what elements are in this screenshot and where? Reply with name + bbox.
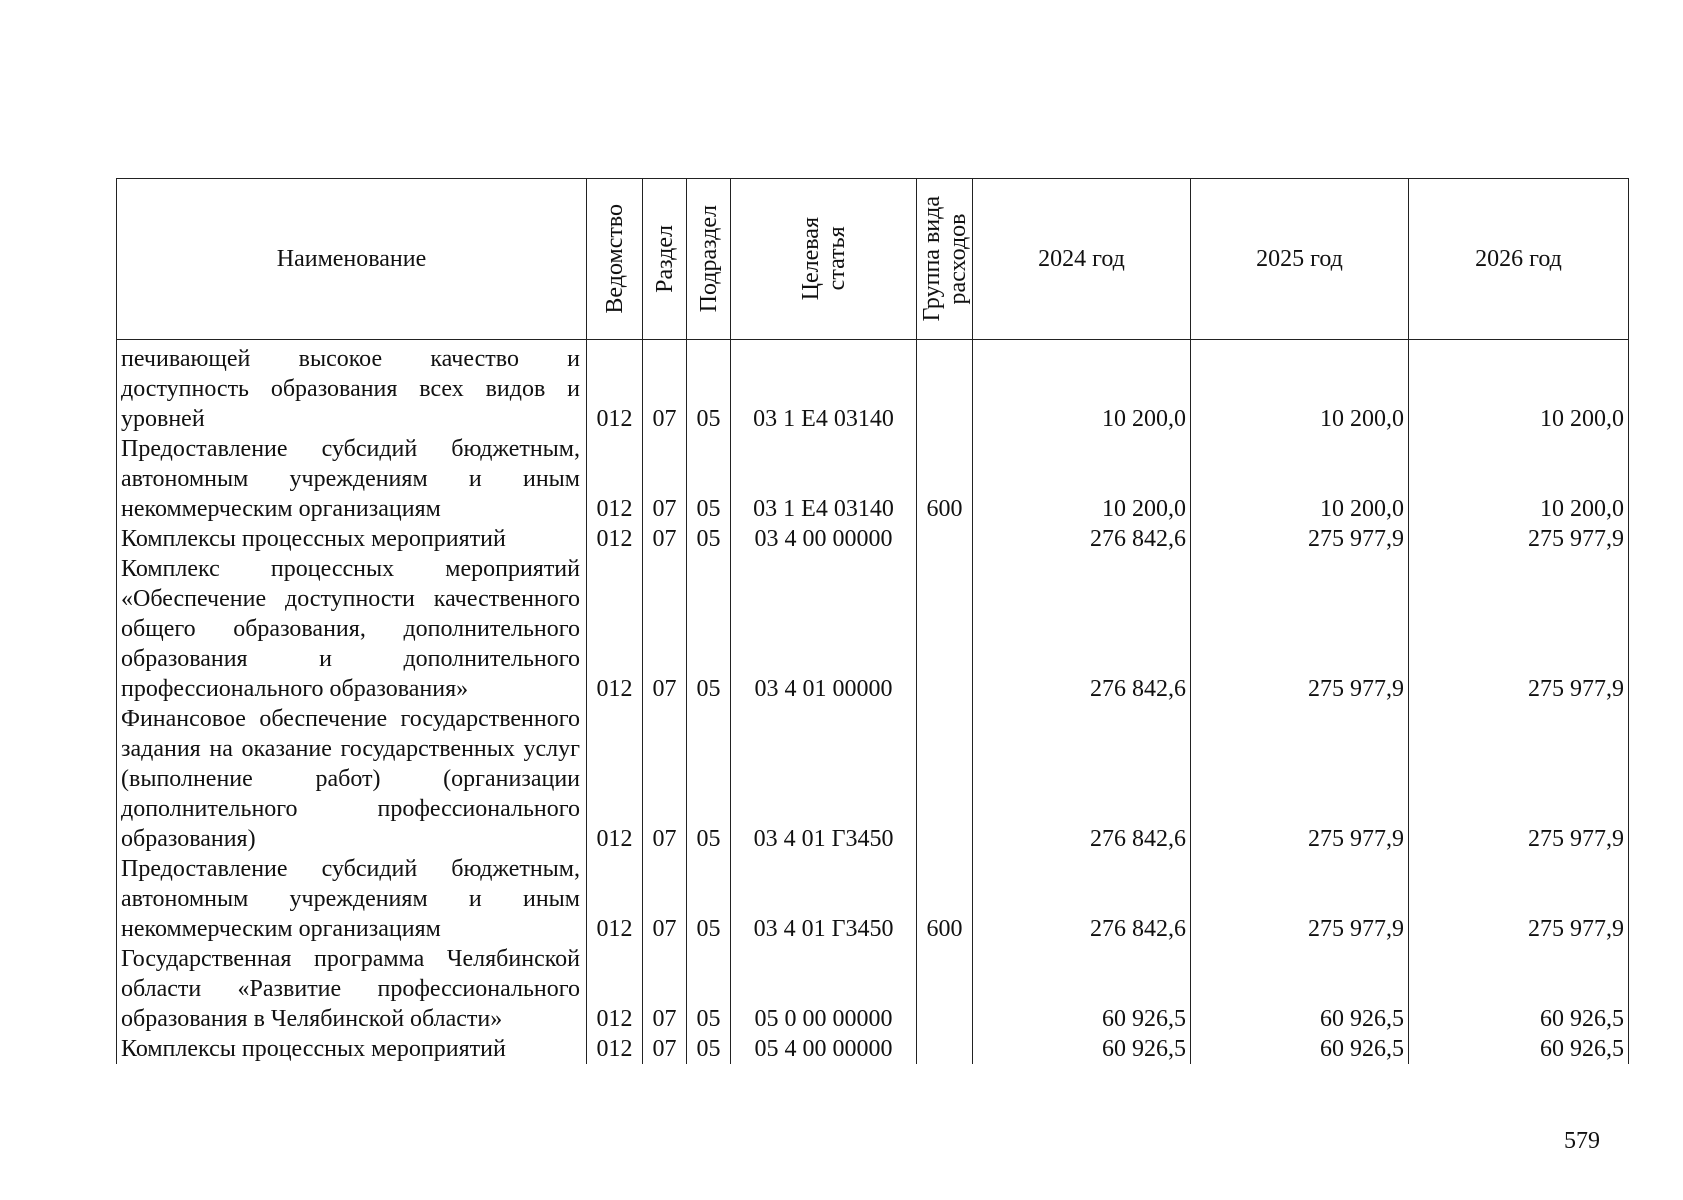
row-2026: 275 977,9 [1409, 554, 1629, 704]
row-2025: 275 977,9 [1191, 854, 1409, 944]
row-razdel: 07 [643, 944, 687, 1034]
header-podrazdel: Подраздел [687, 179, 731, 340]
header-razdel: Раздел [643, 179, 687, 340]
row-razdel: 07 [643, 340, 687, 435]
row-podrazdel: 05 [687, 524, 731, 554]
table-row [117, 340, 1629, 435]
row-2024: 276 842,6 [973, 554, 1191, 704]
row-podrazdel: 05 [687, 704, 731, 854]
row-2026: 275 977,9 [1409, 524, 1629, 554]
row-vedomstvo: 012 [587, 524, 643, 554]
header-2026: 2026 год [1409, 179, 1629, 340]
row-podrazdel: 05 [687, 340, 731, 435]
row-celevaya-statya: 03 4 01 Г3450 [731, 704, 917, 854]
row-gruppa-vida [917, 554, 973, 704]
row-2026: 275 977,9 [1409, 854, 1629, 944]
row-razdel: 07 [643, 434, 687, 524]
row-celevaya-statya: 03 4 01 00000 [731, 554, 917, 704]
row-2025: 60 926,5 [1191, 1034, 1409, 1064]
row-2024: 276 842,6 [973, 854, 1191, 944]
row-2025: 275 977,9 [1191, 704, 1409, 854]
row-vedomstvo: 012 [587, 944, 643, 1034]
header-gruppa-vida-rashodov: Группа вида расходов [917, 179, 973, 340]
row-vedomstvo: 012 [587, 340, 643, 435]
header-2024: 2024 год [973, 179, 1191, 340]
row-2025: 10 200,0 [1191, 340, 1409, 435]
row-2026: 60 926,5 [1409, 944, 1629, 1034]
row-celevaya-statya: 03 4 00 00000 [731, 524, 917, 554]
row-gruppa-vida: 600 [917, 434, 973, 524]
row-celevaya-statya: 03 1 Е4 03140 [731, 434, 917, 524]
row-2024: 276 842,6 [973, 704, 1191, 854]
row-gruppa-vida [917, 944, 973, 1034]
row-name: Предоставление субсидий бюджетным, автономным учреждениям и иным некоммерческим организациям [117, 434, 587, 524]
row-razdel: 07 [643, 1034, 687, 1064]
row-2026: 10 200,0 [1409, 340, 1629, 435]
row-gruppa-vida [917, 524, 973, 554]
row-vedomstvo: 012 [587, 434, 643, 524]
table-row [117, 1034, 1629, 1064]
row-gruppa-vida [917, 704, 973, 854]
row-name: Государственная программа Челябинской области «Развитие профессионального образования в Челябинской области» [117, 944, 587, 1034]
row-name: Комплексы процессных мероприятий [117, 1034, 587, 1064]
row-name: Комплекс процессных мероприятий «Обеспечение доступности качественного общего образования, дополнительного образования и дополнительного профессионального образования» [117, 554, 587, 704]
header-name: Наименование [117, 179, 587, 340]
row-celevaya-statya: 05 4 00 00000 [731, 1034, 917, 1064]
header-row [117, 179, 1629, 340]
row-2025: 275 977,9 [1191, 554, 1409, 704]
row-2026: 60 926,5 [1409, 1034, 1629, 1064]
header-celevaya-statya: Целевая статья [731, 179, 917, 340]
table-row [117, 854, 1629, 944]
row-celevaya-statya: 03 1 Е4 03140 [731, 340, 917, 435]
row-2026: 10 200,0 [1409, 434, 1629, 524]
row-2024: 60 926,5 [973, 944, 1191, 1034]
row-2024: 10 200,0 [973, 340, 1191, 435]
row-2024: 60 926,5 [973, 1034, 1191, 1064]
row-gruppa-vida [917, 1034, 973, 1064]
row-2024: 276 842,6 [973, 524, 1191, 554]
row-celevaya-statya: 05 0 00 00000 [731, 944, 917, 1034]
table-row [117, 944, 1629, 1034]
row-name: Финансовое обеспечение государственного задания на оказание государственных услуг (выполнение работ) (организации дополнительного профессионального образования) [117, 704, 587, 854]
row-razdel: 07 [643, 524, 687, 554]
row-name: Комплексы процессных мероприятий [117, 524, 587, 554]
row-vedomstvo: 012 [587, 554, 643, 704]
row-name: Предоставление субсидий бюджетным, автономным учреждениям и иным некоммерческим организациям [117, 854, 587, 944]
row-vedomstvo: 012 [587, 1034, 643, 1064]
row-2024: 10 200,0 [973, 434, 1191, 524]
budget-table [116, 178, 1629, 1064]
row-podrazdel: 05 [687, 554, 731, 704]
header-2025: 2025 год [1191, 179, 1409, 340]
table-row [117, 524, 1629, 554]
page-number: 579 [1564, 1128, 1600, 1154]
row-vedomstvo: 012 [587, 854, 643, 944]
row-gruppa-vida [917, 340, 973, 435]
row-razdel: 07 [643, 554, 687, 704]
row-vedomstvo: 012 [587, 704, 643, 854]
row-podrazdel: 05 [687, 434, 731, 524]
row-celevaya-statya: 03 4 01 Г3450 [731, 854, 917, 944]
row-gruppa-vida: 600 [917, 854, 973, 944]
table-row [117, 704, 1629, 854]
row-podrazdel: 05 [687, 1034, 731, 1064]
row-2026: 275 977,9 [1409, 704, 1629, 854]
table-row [117, 434, 1629, 524]
row-2025: 10 200,0 [1191, 434, 1409, 524]
header-vedomstvo: Ведомство [587, 179, 643, 340]
row-razdel: 07 [643, 704, 687, 854]
table-row [117, 554, 1629, 704]
row-name: печивающей высокое качество и доступность образования всех видов и уровней [117, 340, 587, 435]
row-podrazdel: 05 [687, 944, 731, 1034]
row-razdel: 07 [643, 854, 687, 944]
row-2025: 60 926,5 [1191, 944, 1409, 1034]
row-podrazdel: 05 [687, 854, 731, 944]
row-2025: 275 977,9 [1191, 524, 1409, 554]
